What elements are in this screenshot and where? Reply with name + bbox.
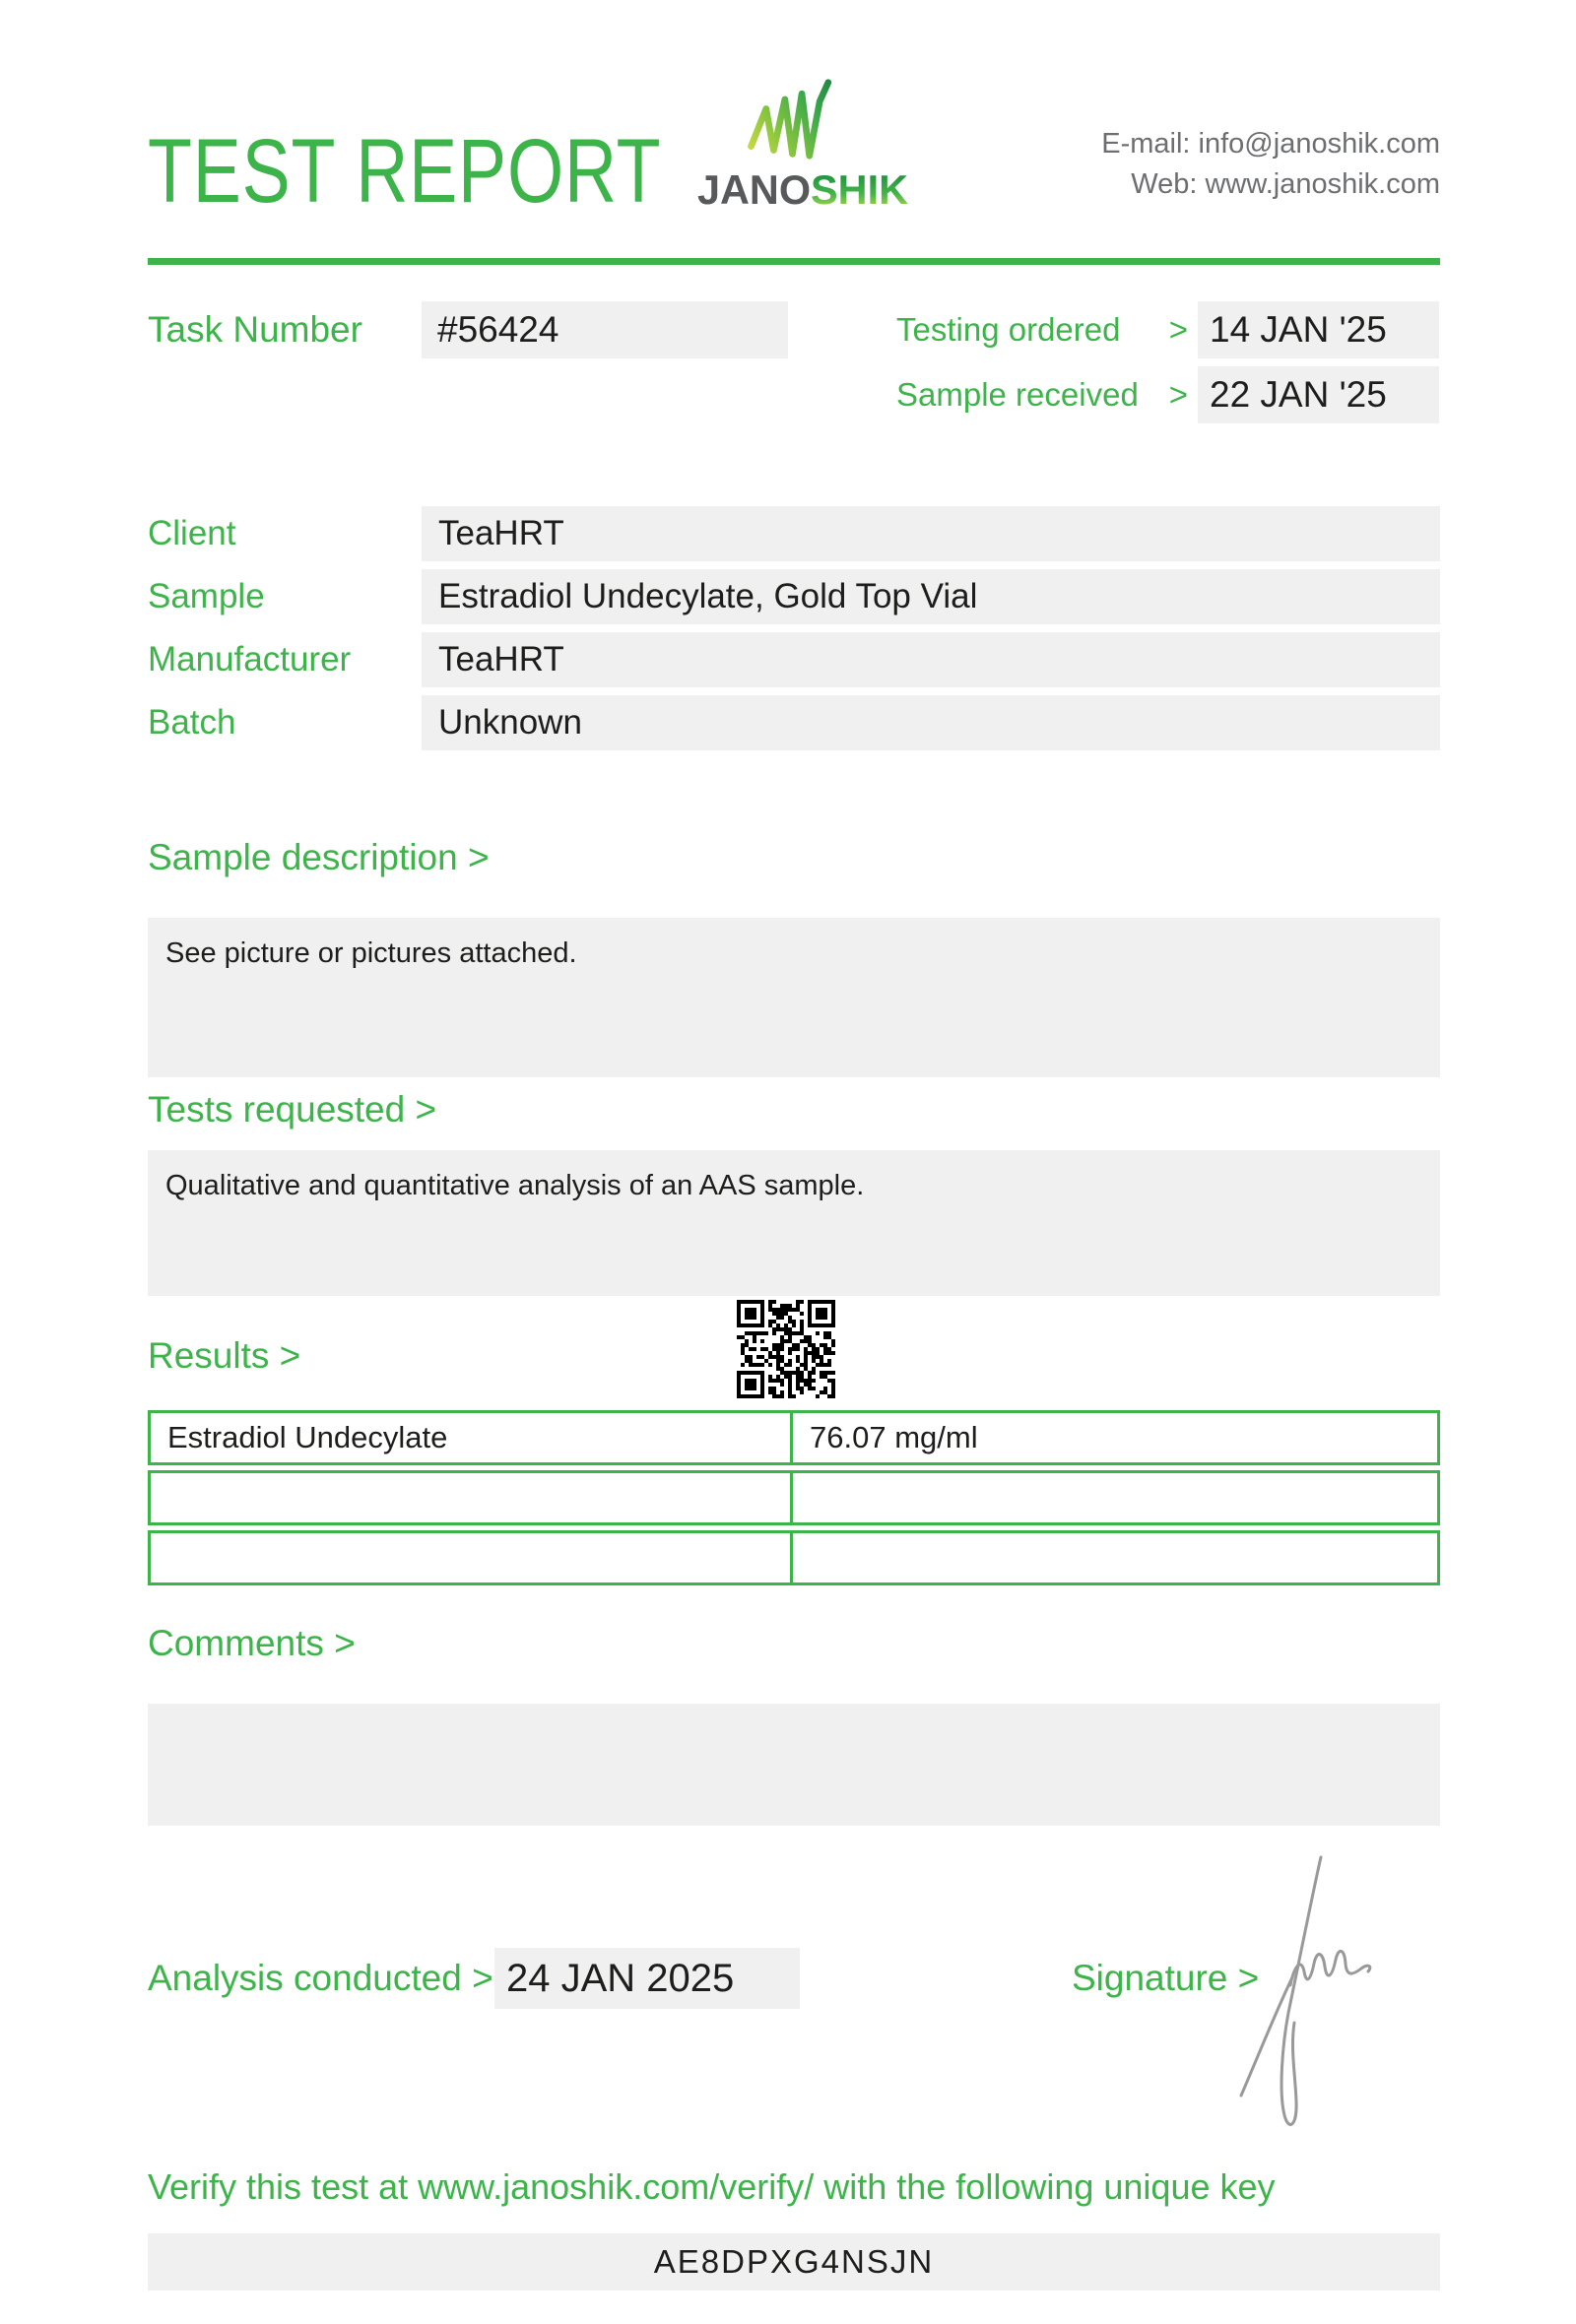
result-cell: 76.07 mg/ml bbox=[810, 1420, 978, 1454]
analysis-date-value: 24 JAN 2025 bbox=[506, 1957, 735, 2000]
qr-code bbox=[737, 1300, 835, 1398]
header-divider bbox=[148, 258, 1440, 265]
testing-ordered-box bbox=[1198, 301, 1439, 358]
arrow-glyph: > bbox=[1168, 376, 1188, 413]
result-cell bbox=[793, 1533, 1437, 1582]
sample-box bbox=[422, 569, 1440, 624]
analysis-conducted-label: Analysis conducted > bbox=[148, 1958, 493, 1998]
task-number-label: Task Number bbox=[148, 309, 362, 350]
manufacturer-box bbox=[422, 632, 1440, 687]
janoshik-logo bbox=[680, 77, 926, 219]
svg-text:JANOSHIK bbox=[697, 166, 908, 213]
manufacturer-label: Manufacturer bbox=[148, 640, 352, 678]
table-row bbox=[148, 1470, 1440, 1525]
tests-requested-heading: Tests requested > bbox=[148, 1089, 437, 1130]
manufacturer-value: TeaHRT bbox=[438, 640, 564, 678]
comments-heading: Comments > bbox=[148, 1623, 356, 1663]
sample-received-date: 22 JAN '25 bbox=[1210, 374, 1387, 415]
batch-box bbox=[422, 695, 1440, 750]
verify-key-box bbox=[148, 2233, 1440, 2291]
client-label: Client bbox=[148, 514, 236, 552]
sample-description-heading: Sample description > bbox=[148, 837, 490, 877]
logo-jano-text: JANO bbox=[697, 166, 813, 213]
testing-ordered-label: Testing ordered > bbox=[896, 301, 1188, 358]
result-cell bbox=[793, 1473, 1437, 1522]
arrow-glyph: > bbox=[1168, 311, 1188, 348]
testing-ordered-date: 14 JAN '25 bbox=[1210, 309, 1387, 350]
sample-received-label: Sample received > bbox=[896, 366, 1188, 423]
table-row bbox=[148, 1410, 1440, 1465]
batch-value: Unknown bbox=[438, 703, 582, 742]
sample-description-text: See picture or pictures attached. bbox=[165, 937, 577, 969]
analyte-cell: Estradiol Undecylate bbox=[151, 1413, 793, 1462]
comments-box bbox=[148, 1704, 1440, 1826]
verify-instruction: Verify this test at www.janoshik.com/verify/ with the following unique key bbox=[148, 2166, 1276, 2207]
results-table bbox=[148, 1410, 1440, 1590]
verify-key-value: AE8DPXG4NSJN bbox=[653, 2243, 935, 2280]
page-title: TEST REPORT bbox=[148, 121, 662, 222]
tests-requested-text: Qualitative and quantitative analysis of an AAS sample. bbox=[165, 1170, 865, 1201]
signature-scribble bbox=[1219, 1847, 1397, 2143]
results-heading: Results > bbox=[148, 1335, 301, 1376]
comments-text bbox=[148, 1704, 1440, 1723]
tests-requested-box bbox=[148, 1150, 1440, 1296]
janoshik-wordmark bbox=[685, 166, 921, 214]
sample-received-box bbox=[1198, 366, 1439, 423]
analyte-cell bbox=[151, 1473, 793, 1522]
chart-growth-icon bbox=[724, 77, 882, 161]
analyte-cell bbox=[151, 1533, 793, 1582]
logo-shik-text: SHIK bbox=[811, 166, 910, 213]
sample-label: Sample bbox=[148, 577, 265, 615]
sample-value: Estradiol Undecylate, Gold Top Vial bbox=[438, 577, 978, 615]
task-number-box bbox=[422, 301, 788, 358]
contact-email: E-mail: info@janoshik.com bbox=[1101, 128, 1440, 160]
client-box bbox=[422, 506, 1440, 561]
sample-description-box bbox=[148, 918, 1440, 1077]
client-value: TeaHRT bbox=[438, 514, 564, 552]
signature-label: Signature > bbox=[1072, 1958, 1260, 1998]
analysis-date-box bbox=[494, 1948, 800, 2009]
contact-block bbox=[1101, 124, 1440, 205]
contact-web: Web: www.janoshik.com bbox=[1131, 168, 1440, 200]
task-number-value: #56424 bbox=[437, 309, 559, 350]
table-row bbox=[148, 1530, 1440, 1585]
batch-label: Batch bbox=[148, 703, 236, 742]
